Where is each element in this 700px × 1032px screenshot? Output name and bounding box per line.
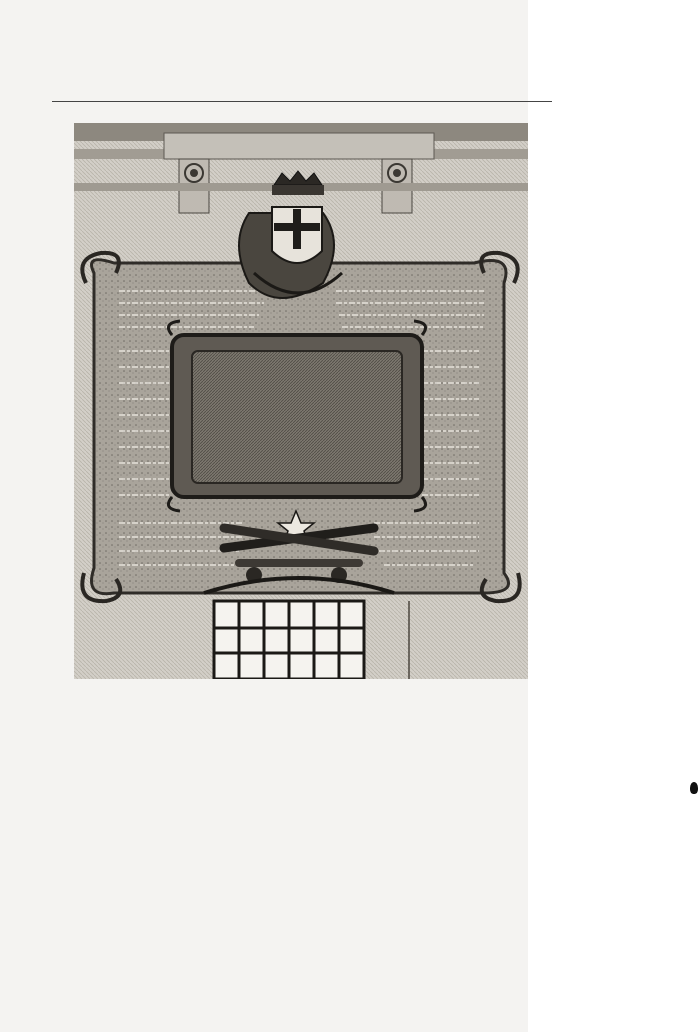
margin-ink-mark [690, 782, 698, 794]
plaque-illustration [74, 123, 528, 679]
plaque-photograph [74, 123, 528, 679]
header-rule [52, 101, 552, 102]
inscription-panel [192, 351, 402, 483]
running-header [0, 72, 560, 98]
window-grate [214, 601, 364, 679]
page-margin [528, 0, 700, 1032]
